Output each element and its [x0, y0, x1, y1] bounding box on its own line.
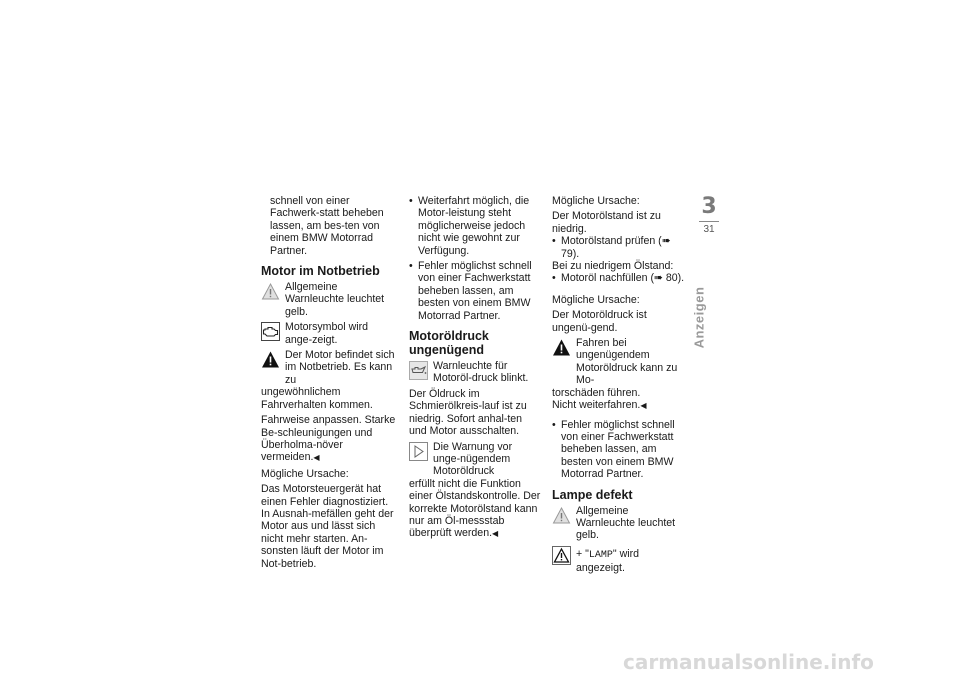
oil-pressure-light-text: Warnleuchte für Motoröl-druck blinkt. — [433, 360, 529, 385]
page-number: 31 — [703, 224, 715, 235]
cause-oil-pressure: Der Motoröldruck ist ungenü-gend. — [552, 309, 647, 334]
chapter-number: 3 — [701, 194, 717, 219]
danger-text-cont: torschäden führen. — [552, 386, 641, 399]
heading-motor-notbetrieb: Motor im Notbetrieb — [261, 264, 380, 279]
cause-oil-level: Der Motorölstand ist zu niedrig. — [552, 210, 661, 235]
stop-driving-text: Nicht weiterfahren.◀ — [552, 399, 647, 412]
oil-pressure-text: Der Öldruck im Schmierölkreis-lauf ist zu niedrig. Sofort anhal-ten und Motor ausschalten. — [409, 387, 527, 438]
warning-triangle-icon — [261, 350, 280, 369]
end-marker: ◀ — [640, 401, 647, 411]
note-text: Die Warnung vor unge-nügendem Motoröldruck — [433, 440, 513, 478]
column-1 — [261, 195, 398, 573]
lamp-display-row — [552, 545, 687, 575]
general-warning-light-icon — [552, 506, 571, 525]
watermark: carmanualsonline.info — [623, 650, 874, 674]
engine-icon — [261, 322, 280, 341]
heading-lampe-defekt: Lampe defekt — [552, 487, 633, 502]
lamp-code: LAMP — [588, 549, 613, 561]
list-item: • Motorölstand prüfen (➠ 79). — [552, 235, 687, 260]
driving-advice: Fahrweise anpassen. Starke Be-schleunigungen und Überholma-növer vermeiden.◀ — [261, 414, 396, 464]
engine-symbol-row — [261, 321, 398, 346]
display-warning-triangle-icon — [552, 546, 571, 565]
danger-row — [552, 337, 687, 387]
end-marker: ◀ — [313, 453, 320, 463]
emergency-mode-text-cont: ungewöhnlichem Fahrverhalten kommen. — [261, 386, 373, 411]
list-item: • Fehler möglichst schnell von einer Fachwerkstatt beheben lassen, am besten von einem BMW Motorrad Partner. — [552, 419, 687, 481]
heading-oil-pressure: Motoröldruck ungenügend — [409, 329, 489, 358]
list-item: • Fehler möglichst schnell von einer Fachwerkstatt beheben lassen, am besten von einem BMW Motorrad Partner. — [409, 260, 541, 322]
engine-symbol-text: Motorsymbol wird ange-zeigt. — [285, 321, 369, 346]
general-warning-light-icon — [261, 282, 280, 301]
list-item: • Weiterfahrt möglich, die Motor-leistung steht möglicherweise jedoch nicht wie gewohnt zur Verfügung. — [409, 195, 541, 257]
possible-cause-label: Mögliche Ursache: — [552, 195, 640, 207]
column-2 — [409, 195, 541, 544]
oil-can-icon — [409, 361, 428, 380]
chapter-divider — [699, 221, 719, 222]
note-text-cont: erfüllt nicht die Funktion einer Ölstandskontrolle. Der korrekte Motorölstand kann nur am Öl-messstab überprüft werden.◀ — [409, 477, 541, 540]
note-row — [409, 441, 541, 478]
lamp-warning-row — [552, 505, 687, 542]
end-marker: ◀ — [492, 529, 499, 539]
lamp-display-text: + "LAMP" wird angezeigt. — [576, 547, 640, 575]
column-3 — [552, 195, 687, 578]
possible-cause-label: Mögliche Ursache: — [261, 467, 349, 480]
cause-description: Das Motorsteuergerät hat einen Fehler diagnostiziert. In Ausnah-mefällen geht der Motor aus und lässt sich nicht mehr starten. An-sonsten läuft der Motor im Not-betrieb. — [261, 483, 394, 570]
note-play-icon — [409, 442, 428, 461]
possible-cause-label: Mögliche Ursache: — [552, 293, 640, 306]
emergency-mode-row — [261, 349, 398, 386]
lamp-warning-text: Allgemeine Warnleuchte leuchtet gelb. — [576, 504, 676, 542]
warning-light-text: Allgemeine Warnleuchte leuchtet gelb. — [285, 281, 385, 318]
side-title — [690, 286, 730, 350]
intro-text: schnell von einer Fachwerk-statt beheben lassen, am bes-ten von einem BMW Motorrad Partner. — [270, 195, 384, 257]
warning-light-row — [261, 281, 398, 318]
section-title: Anzeigen — [691, 286, 707, 349]
oil-pressure-light-row — [409, 360, 541, 385]
emergency-mode-text: Der Motor befindet sich im Notbetrieb. Es kann zu — [285, 349, 395, 386]
list-item: • Motoröl nachfüllen (➠ 80). — [552, 272, 687, 284]
low-level-label: Bei zu niedrigem Ölstand: — [552, 260, 674, 273]
danger-text: Fahren bei ungenügendem Motoröldruck kann zu Mo- — [576, 337, 678, 387]
warning-triangle-icon — [552, 338, 571, 357]
chapter-marker — [698, 195, 720, 235]
